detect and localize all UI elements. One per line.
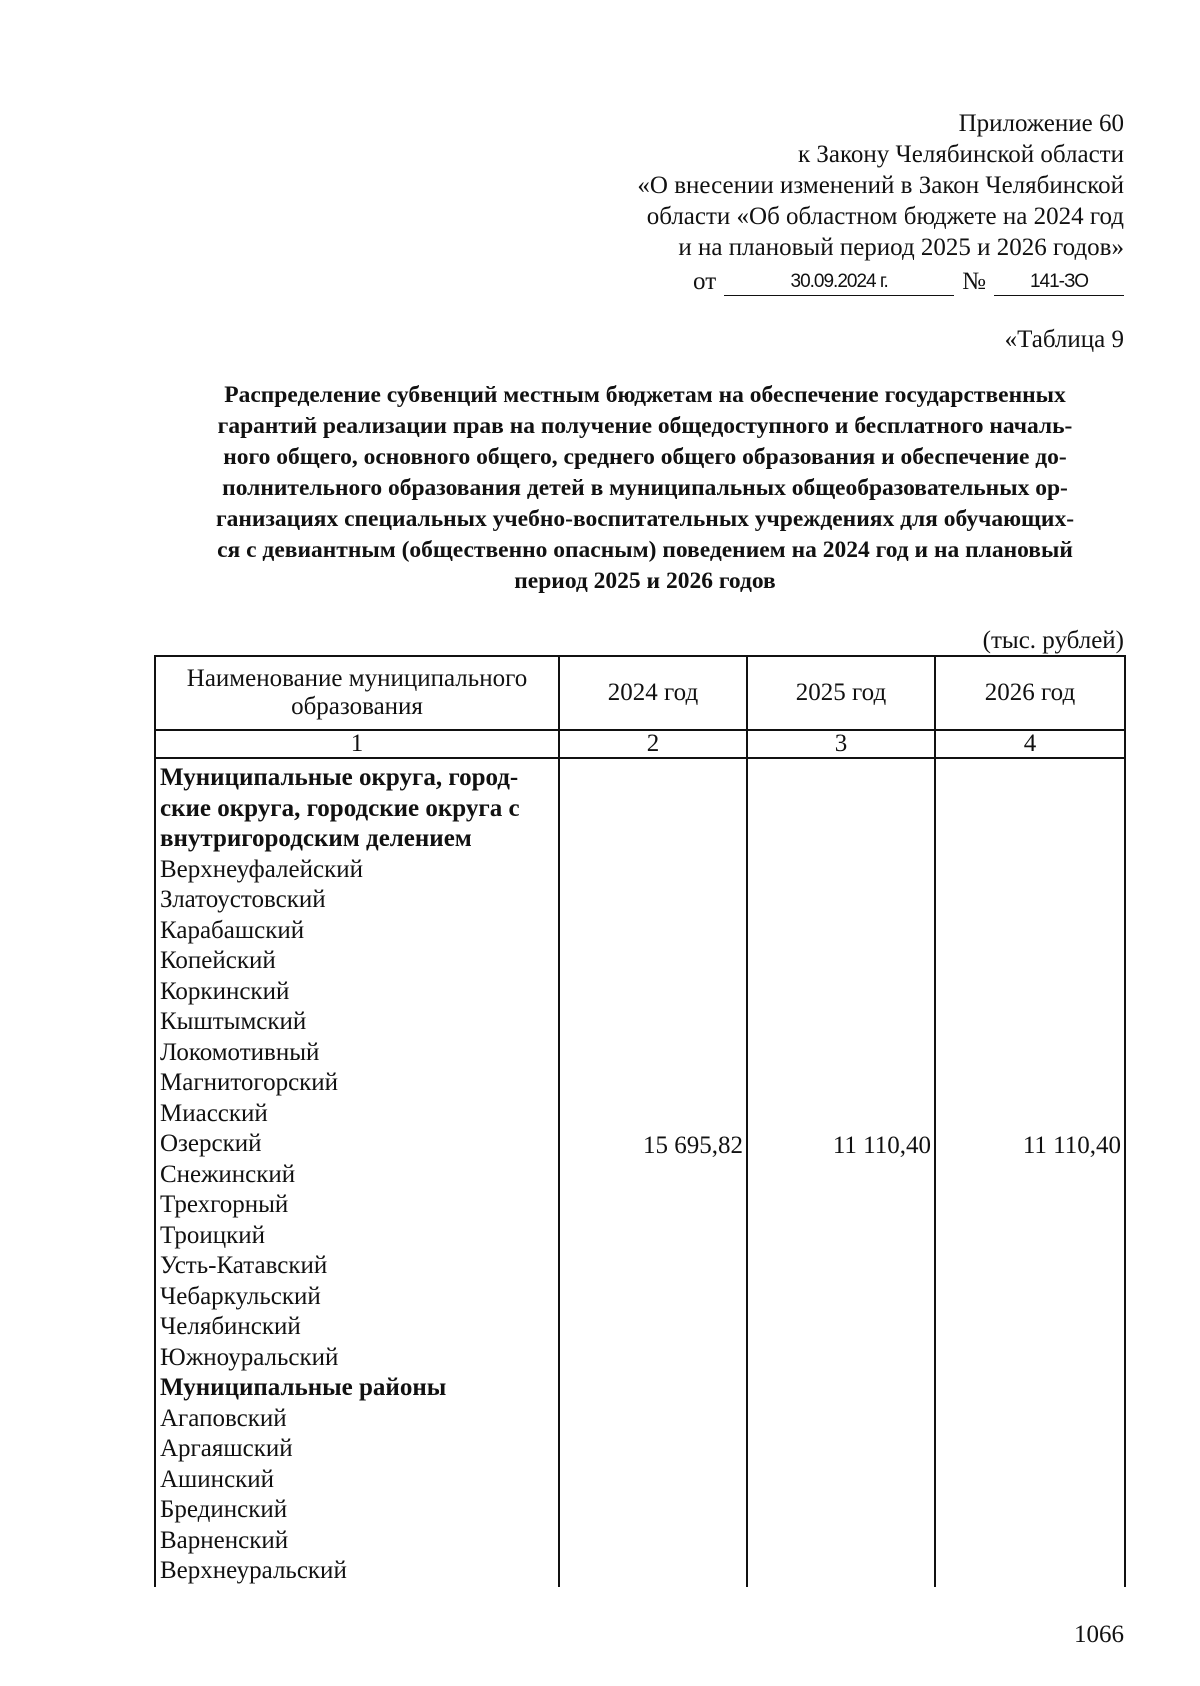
municipality-name: Верхнеуральский (160, 1557, 347, 1584)
table-header-row (155, 656, 1125, 730)
subvention-table (154, 655, 1126, 1587)
value-2024: 15 695,82 (643, 1132, 743, 1159)
municipality-group-label: внутригородским делением (160, 825, 472, 852)
value-cell-2025 (747, 758, 935, 1587)
municipality-group-label: Муниципальные районы (160, 1374, 447, 1401)
title-line: Распределение субвенций местным бюджетам на обеспечение государственных (224, 382, 1066, 408)
column-header-2026: 2026 год (935, 656, 1125, 730)
municipality-name: Озерский (160, 1130, 262, 1157)
column-header-2024: 2024 год (559, 656, 747, 730)
date-prefix: от (693, 268, 717, 295)
appendix-header (524, 108, 1124, 263)
column-number: 2 (559, 730, 747, 758)
municipality-name: Брединский (160, 1496, 288, 1523)
municipality-name: Челябинский (160, 1313, 301, 1340)
title-line: ганизациях специальных учебно-воспитательных учреждениях для обучающих- (215, 506, 1075, 532)
municipality-name: Трехгорный (160, 1191, 289, 1218)
column-header-2025: 2025 год (747, 656, 935, 730)
municipality-group-label: Муниципальные округа, город- (160, 764, 519, 791)
municipality-name: Агаповский (160, 1404, 287, 1432)
municipality-name: Верхнеуфалейский (160, 855, 363, 883)
municipality-name: Коркинский (160, 977, 290, 1005)
municipality-name: Кыштымский (160, 1008, 307, 1035)
currency-unit: (тыс. рублей) (982, 627, 1124, 654)
table-body-row (155, 758, 1125, 1587)
title-line: ного общего, основного общего, среднего общего образования и обеспечение до- (223, 444, 1067, 470)
column-number: 1 (155, 730, 559, 758)
law-number-field: 141-ЗО (994, 270, 1124, 296)
column-header-name: Наименование муниципального образования (155, 656, 559, 730)
title-line: период 2025 и 2026 годов (514, 568, 776, 594)
table-label: «Таблица 9 (1004, 326, 1124, 353)
value-cell-2026 (935, 758, 1125, 1587)
municipality-name: Аргаяшский (160, 1435, 293, 1462)
law-date-field: 30.09.2024 г. (724, 270, 954, 296)
municipality-name: Снежинский (160, 1160, 296, 1188)
municipality-name: Варненский (160, 1526, 289, 1554)
title-line: полнительного образования детей в муниципальных общеобразовательных ор- (222, 475, 1068, 501)
value-2025: 11 110,40 (832, 1132, 931, 1159)
header-line: к Закону Челябинской области (798, 141, 1124, 168)
column-number: 3 (747, 730, 935, 758)
header-line: Приложение 60 (958, 110, 1124, 137)
column-number-row (155, 730, 1125, 758)
municipality-name: Златоустовский (160, 886, 326, 913)
municipality-name: Локомотивный (160, 1038, 320, 1066)
municipality-name: Усть-Катавский (160, 1252, 328, 1279)
municipality-name: Карабашский (160, 916, 305, 944)
municipality-list (156, 759, 558, 1587)
law-date-number (693, 264, 1124, 296)
header-line: «О внесении изменений в Закон Челябинской (637, 172, 1124, 199)
value-2026: 11 110,40 (1022, 1132, 1121, 1159)
municipality-name: Ашинский (160, 1465, 275, 1493)
municipality-name: Южноуральский (160, 1343, 339, 1371)
municipality-name: Троицкий (160, 1221, 265, 1249)
document-title (155, 380, 1135, 597)
header-line: и на плановый период 2025 и 2026 годов» (678, 234, 1124, 261)
value-cell-2024 (559, 758, 747, 1587)
municipality-name: Магнитогорский (160, 1069, 339, 1096)
title-line: гарантий реализации прав на получение общедоступного и бесплатного началь- (217, 413, 1073, 439)
municipality-name: Чебаркульский (160, 1282, 321, 1310)
title-line: ся с девиантным (общественно опасным) поведением на 2024 год и на плановый (217, 537, 1073, 563)
header-line: области «Об областном бюджете на 2024 год (646, 203, 1124, 230)
municipality-name: Миасский (160, 1099, 268, 1127)
number-sign: № (962, 268, 986, 295)
municipality-name: Копейский (160, 947, 276, 974)
page-number: 1066 (1074, 1621, 1124, 1648)
column-number: 4 (935, 730, 1125, 758)
municipality-names-cell (155, 758, 559, 1587)
municipality-group-label: ские округа, городские округа с (160, 794, 520, 822)
